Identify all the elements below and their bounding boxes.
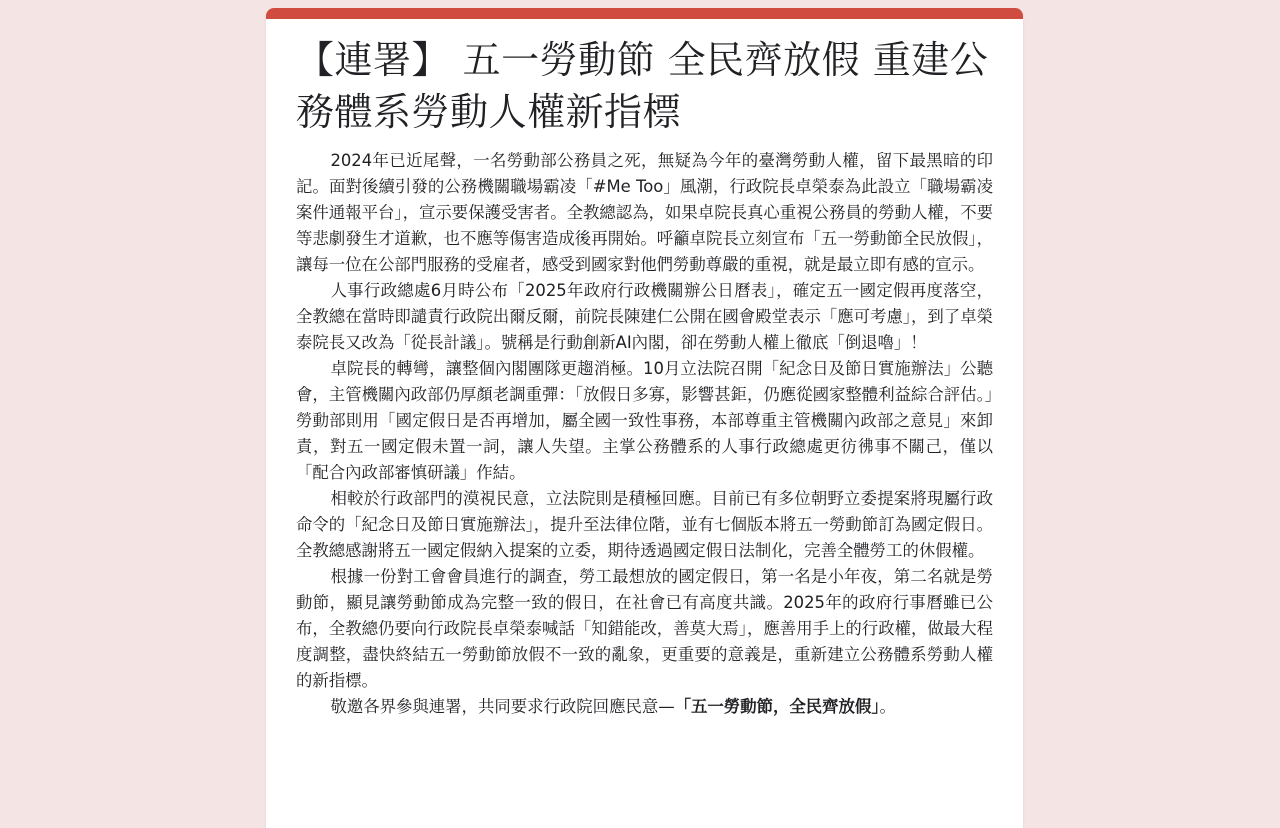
- closing-prefix: 敬邀各界參與連署，共同要求行政院回應民意—: [330, 697, 675, 716]
- form-accent-bar: [266, 8, 1023, 19]
- form-description: [296, 148, 993, 720]
- closing-suffix: 。: [879, 697, 896, 716]
- description-paragraph-4: 相較於行政部門的漠視民意，立法院則是積極回應。目前已有多位朝野立委提案將現屬行政命令的「紀念日及節日實施辦法」，提升至法律位階，並有七個版本將五一勞動節訂為國定假日。全教總感謝將五一國定假納入提案的立委，期待透過國定假日法制化，完善全體勞工的休假權。: [296, 489, 993, 560]
- description-paragraph-5: 根據一份對工會會員進行的調查，勞工最想放的國定假日，第一名是小年夜，第二名就是勞動節，顯見讓勞動節成為完整一致的假日，在社會已有高度共識。2025年的政府行事曆雖已公布，全教總仍要向行政院長卓榮泰喊話「知錯能改，善莫大焉」，應善用手上的行政權，做最大程度調整，盡快終結五一勞動節放假不一致的亂象，更重要的意義是，重新建立公務體系勞動人權的新指標。: [296, 567, 993, 690]
- description-paragraph-3: 卓院長的轉彎，讓整個內閣團隊更趨消極。10月立法院召開「紀念日及節日實施辦法」公聽會，主管機關內政部仍厚顏老調重彈：「放假日多寡，影響甚鉅，仍應從國家整體利益綜合評估。」勞動部則用「國定假日是否再增加，屬全國一致性事務，本部尊重主管機關內政部之意見」來卸責，對五一國定假未置一詞，讓人失望。主掌公務體系的人事行政總處更彷彿事不關己，僅以「配合內政部審慎研議」作結。: [296, 359, 993, 482]
- closing-slogan: 「五一勞動節，全民齊放假」: [674, 697, 880, 716]
- form-header-card: [266, 8, 1023, 828]
- form-title: 【連署】 五一勞動節 全民齊放假 重建公務體系勞動人權新指標: [296, 38, 989, 134]
- description-paragraph-1: 2024年已近尾聲，一名勞動部公務員之死，無疑為今年的臺灣勞動人權，留下最黑暗的印記。面對後續引發的公務機關職場霸凌「#Me Too」風潮，行政院長卓榮泰為此設立「職場霸凌案件通報平台」，宣示要保護受害者。全教總認為，如果卓院長真心重視公務員的勞動人權，不要等悲劇發生才道歉，也不應等傷害造成後再開始。呼籲卓院長立刻宣布「五一勞動節全民放假」，讓每一位在公部門服務的受雇者，感受到國家對他們勞動尊嚴的重視，就是最立即有感的宣示。: [296, 151, 993, 274]
- description-paragraph-2: 人事行政總處6月時公布「2025年政府行政機關辦公日曆表」，確定五一國定假再度落空，全教總在當時即譴責行政院出爾反爾，前院長陳建仁公開在國會殿堂表示「應可考慮」，到了卓榮泰院長又改為「從長計議」。號稱是行動創新AI內閣，卻在勞動人權上徹底「倒退嚕」！: [296, 281, 993, 352]
- description-closing: [296, 694, 993, 720]
- form-header-content: [296, 34, 993, 720]
